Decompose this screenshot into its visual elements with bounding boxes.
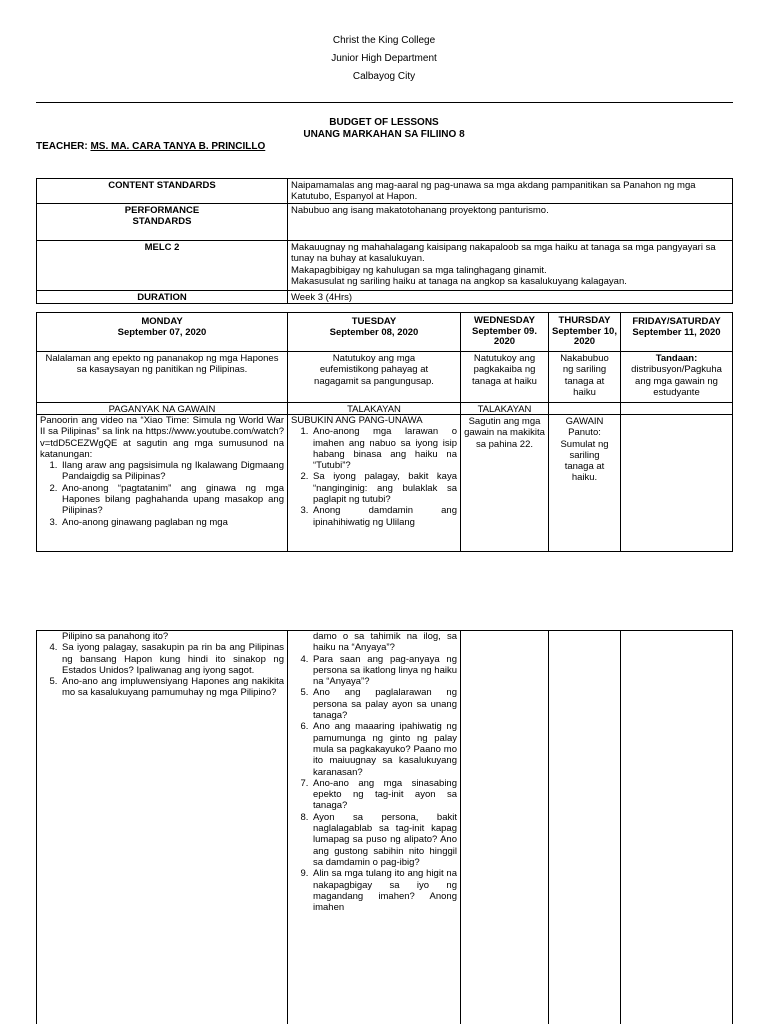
monday-date: September 07, 2020 — [117, 327, 207, 339]
melc-text — [288, 241, 732, 290]
tuesday-date: September 08, 2020 — [329, 327, 419, 339]
duration-label: DURATION — [137, 292, 187, 303]
wednesday-date: September 09. 2020 — [472, 325, 537, 347]
monday-question-5: 5. Ano-ano ang impluwensiyang Hapones ang nakikita mo sa kasalukuyang pamumuhay ng mga Pilipino? — [60, 676, 284, 699]
melc-line-1: Makauugnay ng mahahalagang kaisipang nakapaloob sa mga haiku at tanaga sa mga pangyayari sa tunay na buhay at kasalukuyan. — [291, 242, 716, 265]
tuesday-question-8: 8. Ayon sa persona, bakit naglalagablab sa tag-init kapag lumapag sa puso ng alipato? Ano ang gustong sabihin nito hinggil sa damdamin o pag-ibig? — [311, 812, 457, 868]
content-standards-text: Naipamamalas ang mag-aaral ng pag-unawa sa mga akdang pampanitikan sa Panahon ng mga Katutubo, Espanyol at Hapon. — [291, 180, 696, 203]
tuesday-question-4: 4. Para saan ang pag-anyaya ng persona sa ikatlong linya ng haiku na “Anyaya”? — [311, 654, 457, 688]
school-name: Christ the King College — [332, 35, 436, 46]
monday-question-3-continued: Pilipino sa panahong ito? — [62, 631, 169, 642]
tuesday-activity-title: TALAKAYAN — [347, 404, 401, 414]
duration-text: Week 3 (4Hrs) — [291, 292, 353, 303]
thursday-activity-title: GAWAIN — [565, 416, 604, 427]
tuesday-heading: SUBUKIN ANG PANG-UNAWA — [291, 415, 423, 426]
content-standards-label: CONTENT STANDARDS — [108, 180, 216, 191]
thursday-activity — [553, 415, 616, 495]
thursday-name: THURSDAY — [558, 315, 611, 326]
wednesday-name: WEDNESDAY — [474, 315, 535, 326]
department-name: Junior High Department — [331, 53, 437, 64]
monday-question-2: 2. Ano-anong “pagtatanim” ang ginawa ng mga Hapones bilang paghahanda upang masakop ang Pilipinas? — [60, 483, 284, 517]
monday-name: MONDAY — [141, 316, 183, 327]
tuesday-question-1: 1. Ano-anong mga larawan o imahen ang nabuo sa iyong isip habang binasa ang haiku na “Tutubi”? — [311, 426, 457, 471]
wednesday-header — [461, 315, 548, 351]
thursday-objective: Nakabubuo ng sariling tanaga at haiku — [560, 353, 609, 398]
tuesday-question-3: 3. Anong damdamin ang ipinahihiwatig ng Ulilang — [311, 505, 457, 528]
monday-activity-title: PAGANYAK NA GAWAIN — [108, 404, 216, 414]
melc-line-3: Makasusulat ng sariling haiku at tanaga na angkop sa kasalukuyang kalagayan. — [291, 275, 627, 287]
wednesday-objective: Natutukoy ang pagkakaiba ng tanaga at haiku — [472, 353, 537, 387]
friday-header — [621, 315, 732, 351]
tuesday-name: TUESDAY — [351, 316, 397, 327]
wednesday-activity: Sagutin ang mga gawain na makikita sa pahina 22. — [464, 416, 545, 450]
monday-question-3: 3. Ano-anong ginawang paglaban ng mga — [60, 517, 284, 528]
monday-intro: Panoorin ang video na “Xiao Time: Simula ng World War II sa Pilipinas” sa link na https://www.youtube.com/watch?v=tdD5CEZWgQE at sagutin ang mga sumusunod na katanungan: — [40, 415, 284, 460]
tuesday-question-2: 2. Sa iyong palagay, bakit kaya “nanginginig: ang bulaklak sa paglapit ng tutubi? — [311, 471, 457, 505]
tuesday-header — [288, 315, 460, 351]
monday-activity-continued — [37, 631, 287, 751]
document-title: BUDGET OF LESSONS — [329, 117, 439, 128]
friday-objective-text: distribusyon/Pagkuha ang mga gawain ng estudyante — [631, 364, 722, 398]
tuesday-question-7: 7. Ano-ano ang mga sinasabing epekto ng tag-init ayon sa tanaga? — [311, 778, 457, 812]
friday-date: September 11, 2020 — [632, 327, 721, 339]
friday-objective-label: Tandaan: — [655, 353, 698, 364]
tuesday-question-6: 6. Ano ang maaaring ipahiwatig ng pamumunga ng ginto ng palay mula sa pagkakayuko? Paano mo ito maiuugnay sa kasalukuyang karanasan? — [311, 721, 457, 777]
teacher-name: MS. MA. CARA TANYA B. PRINCILLO — [90, 141, 266, 152]
performance-standards-text: Nabubuo ang isang makatotohanang proyektong panturismo. — [291, 205, 549, 216]
tuesday-objective: Natutukoy ang mga eufemistikong pahayag at nagagamit sa pangungusap. — [314, 353, 434, 387]
thursday-date: September 10, 2020 — [552, 325, 617, 347]
tuesday-question-5: 5. Ano ang paglalarawan ng persona sa palay ayon sa unang tanaga? — [311, 687, 457, 721]
friday-objective — [621, 352, 732, 402]
document-subtitle: UNANG MARKAHAN SA FILIINO 8 — [303, 129, 465, 140]
performance-standards-label: PERFORMANCE STANDARDS — [124, 205, 200, 228]
thursday-header — [549, 315, 620, 351]
melc-label: MELC 2 — [144, 242, 180, 253]
friday-name: FRIDAY/SATURDAY — [632, 316, 721, 327]
monday-activity — [37, 415, 287, 552]
monday-objective: Nalalaman ang epekto ng pananakop ng mga Hapones sa kasaysayan ng panitikan ng Pilipinas. — [45, 353, 279, 376]
melc-line-2: Makapagbibigay ng kahulugan sa mga talinghagang ginamit. — [291, 264, 547, 276]
tuesday-activity-continued — [288, 631, 460, 1024]
monday-header — [37, 315, 287, 351]
wednesday-activity-title: TALAKAYAN — [477, 404, 532, 414]
tuesday-question-3-continued: damo o sa tahimik na ilog, sa haiku na “Anyaya”? — [313, 631, 457, 654]
tuesday-question-9: 9. Alin sa mga tulang ito ang higit na nakapagbigay sa iyo ng magandang imahen? Anong imahen — [311, 868, 457, 913]
header-divider — [36, 102, 733, 103]
teacher-line — [36, 141, 265, 152]
tuesday-activity — [288, 415, 460, 552]
thursday-activity-text: Panuto: Sumulat ng sariling tanaga at haiku. — [560, 427, 609, 484]
monday-question-1: 1. Ilang araw ang pagsisimula ng Ikalawang Digmaang Pandaigdig sa Pilipinas? — [60, 460, 284, 483]
city-name: Calbayog City — [352, 71, 416, 82]
teacher-label: TEACHER: — [36, 141, 88, 152]
monday-question-4: 4. Sa iyong palagay, sasakupin pa rin ba ang Pilipinas ng bansang Hapon kung hindi ito sinakop ng Estados Unidos? Ipaliwanag ang iyong sagot. — [60, 642, 284, 676]
